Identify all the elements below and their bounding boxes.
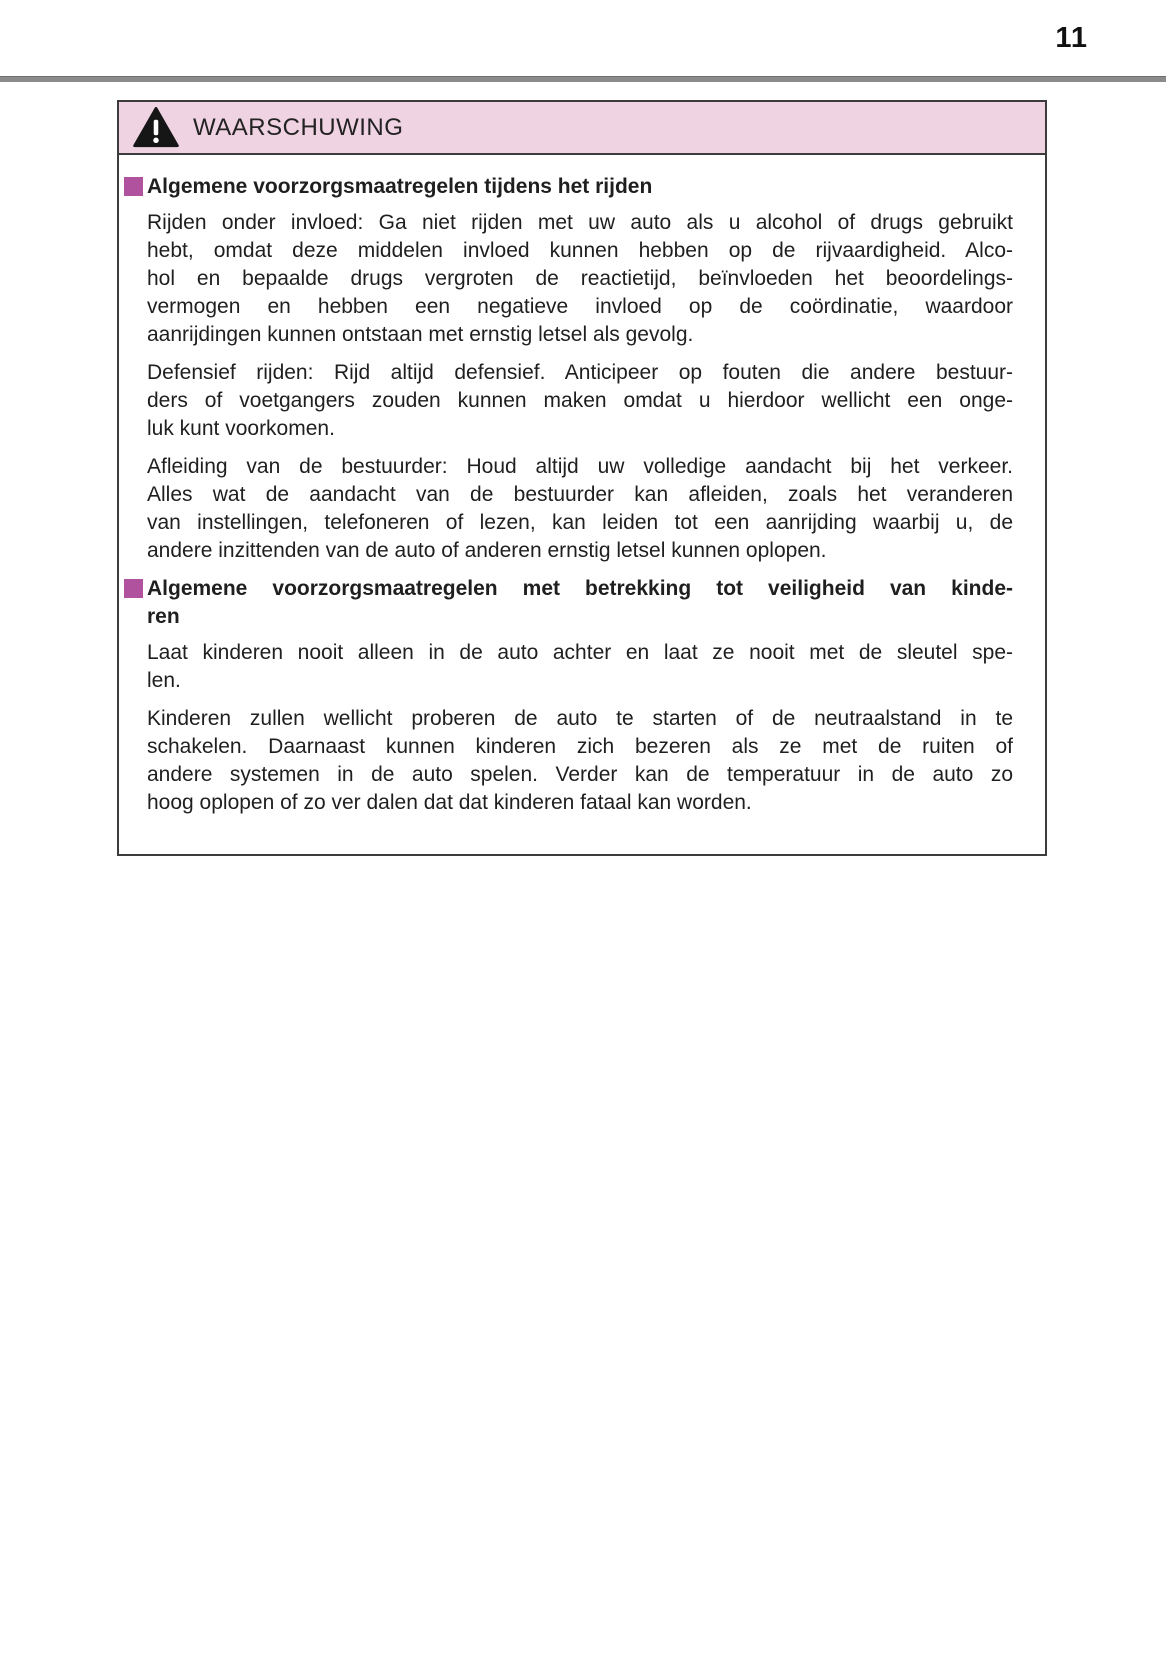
warning-paragraph [147,453,1013,565]
section-heading [147,575,1013,631]
warning-triangle-icon [133,107,179,148]
header-rule [0,76,1166,82]
warning-paragraph [147,209,1013,349]
text-line: andere inzittenden van de auto of anderen ernstig letsel kunnen oplopen. [147,539,827,562]
warning-paragraph [147,639,1013,695]
text-line: Algemene voorzorgsmaatregelen met betrekking tot veiligheid van kinde- [147,577,1013,600]
warning-section [147,575,1013,817]
text-line: vermogen en hebben een negatieve invloed op de coördinatie, waardoor [147,295,1013,318]
text-line: Algemene voorzorgsmaatregelen tijdens het rijden [147,175,653,198]
text-line: andere systemen in de auto spelen. Verder kan de temperatuur in de auto zo [147,763,1013,786]
warning-paragraph [147,359,1013,443]
text-line: aanrijdingen kunnen ontstaan met ernstig letsel als gevolg. [147,323,694,346]
text-line: luk kunt voorkomen. [147,417,335,440]
warning-section [147,173,1013,565]
section-bullet-icon [124,177,143,196]
text-line: ren [147,605,180,628]
warning-box [117,100,1047,856]
text-line: Laat kinderen nooit alleen in de auto achter en laat ze nooit met de sleutel spe- [147,641,1013,664]
text-line: van instellingen, telefoneren of lezen, kan leiden tot een aanrijding waarbij u, de [147,511,1013,534]
warning-title: WAARSCHUWING [193,113,404,141]
text-line: Alles wat de aandacht van de bestuurder kan afleiden, zoals het veranderen [147,483,1013,506]
text-line: ders of voetgangers zouden kunnen maken omdat u hierdoor wellicht een onge- [147,389,1013,412]
text-line: schakelen. Daarnaast kunnen kinderen zich bezeren als ze met de ruiten of [147,735,1013,758]
text-line: len. [147,669,181,692]
text-line: hebt, omdat deze middelen invloed kunnen hebben op de rijvaardigheid. Alco- [147,239,1013,262]
text-line: Afleiding van de bestuurder: Houd altijd uw volledige aandacht bij het verkeer. [147,455,1013,478]
text-line: hol en bepaalde drugs vergroten de reactietijd, beïnvloeden het beoordelings- [147,267,1013,290]
text-line: Rijden onder invloed: Ga niet rijden met uw auto als u alcohol of drugs gebruikt [147,211,1013,234]
text-line: Kinderen zullen wellicht proberen de auto te starten of de neutraalstand in te [147,707,1013,730]
page-number: 11 [1055,22,1088,54]
text-line: hoog oplopen of zo ver dalen dat dat kinderen fataal kan worden. [147,791,752,814]
section-bullet-icon [124,579,143,598]
section-heading [147,173,1013,201]
text-line: Defensief rijden: Rijd altijd defensief. Anticipeer op fouten die andere bestuur- [147,361,1013,384]
warning-header [119,102,1045,155]
warning-paragraph [147,705,1013,817]
warning-body [119,155,1045,817]
